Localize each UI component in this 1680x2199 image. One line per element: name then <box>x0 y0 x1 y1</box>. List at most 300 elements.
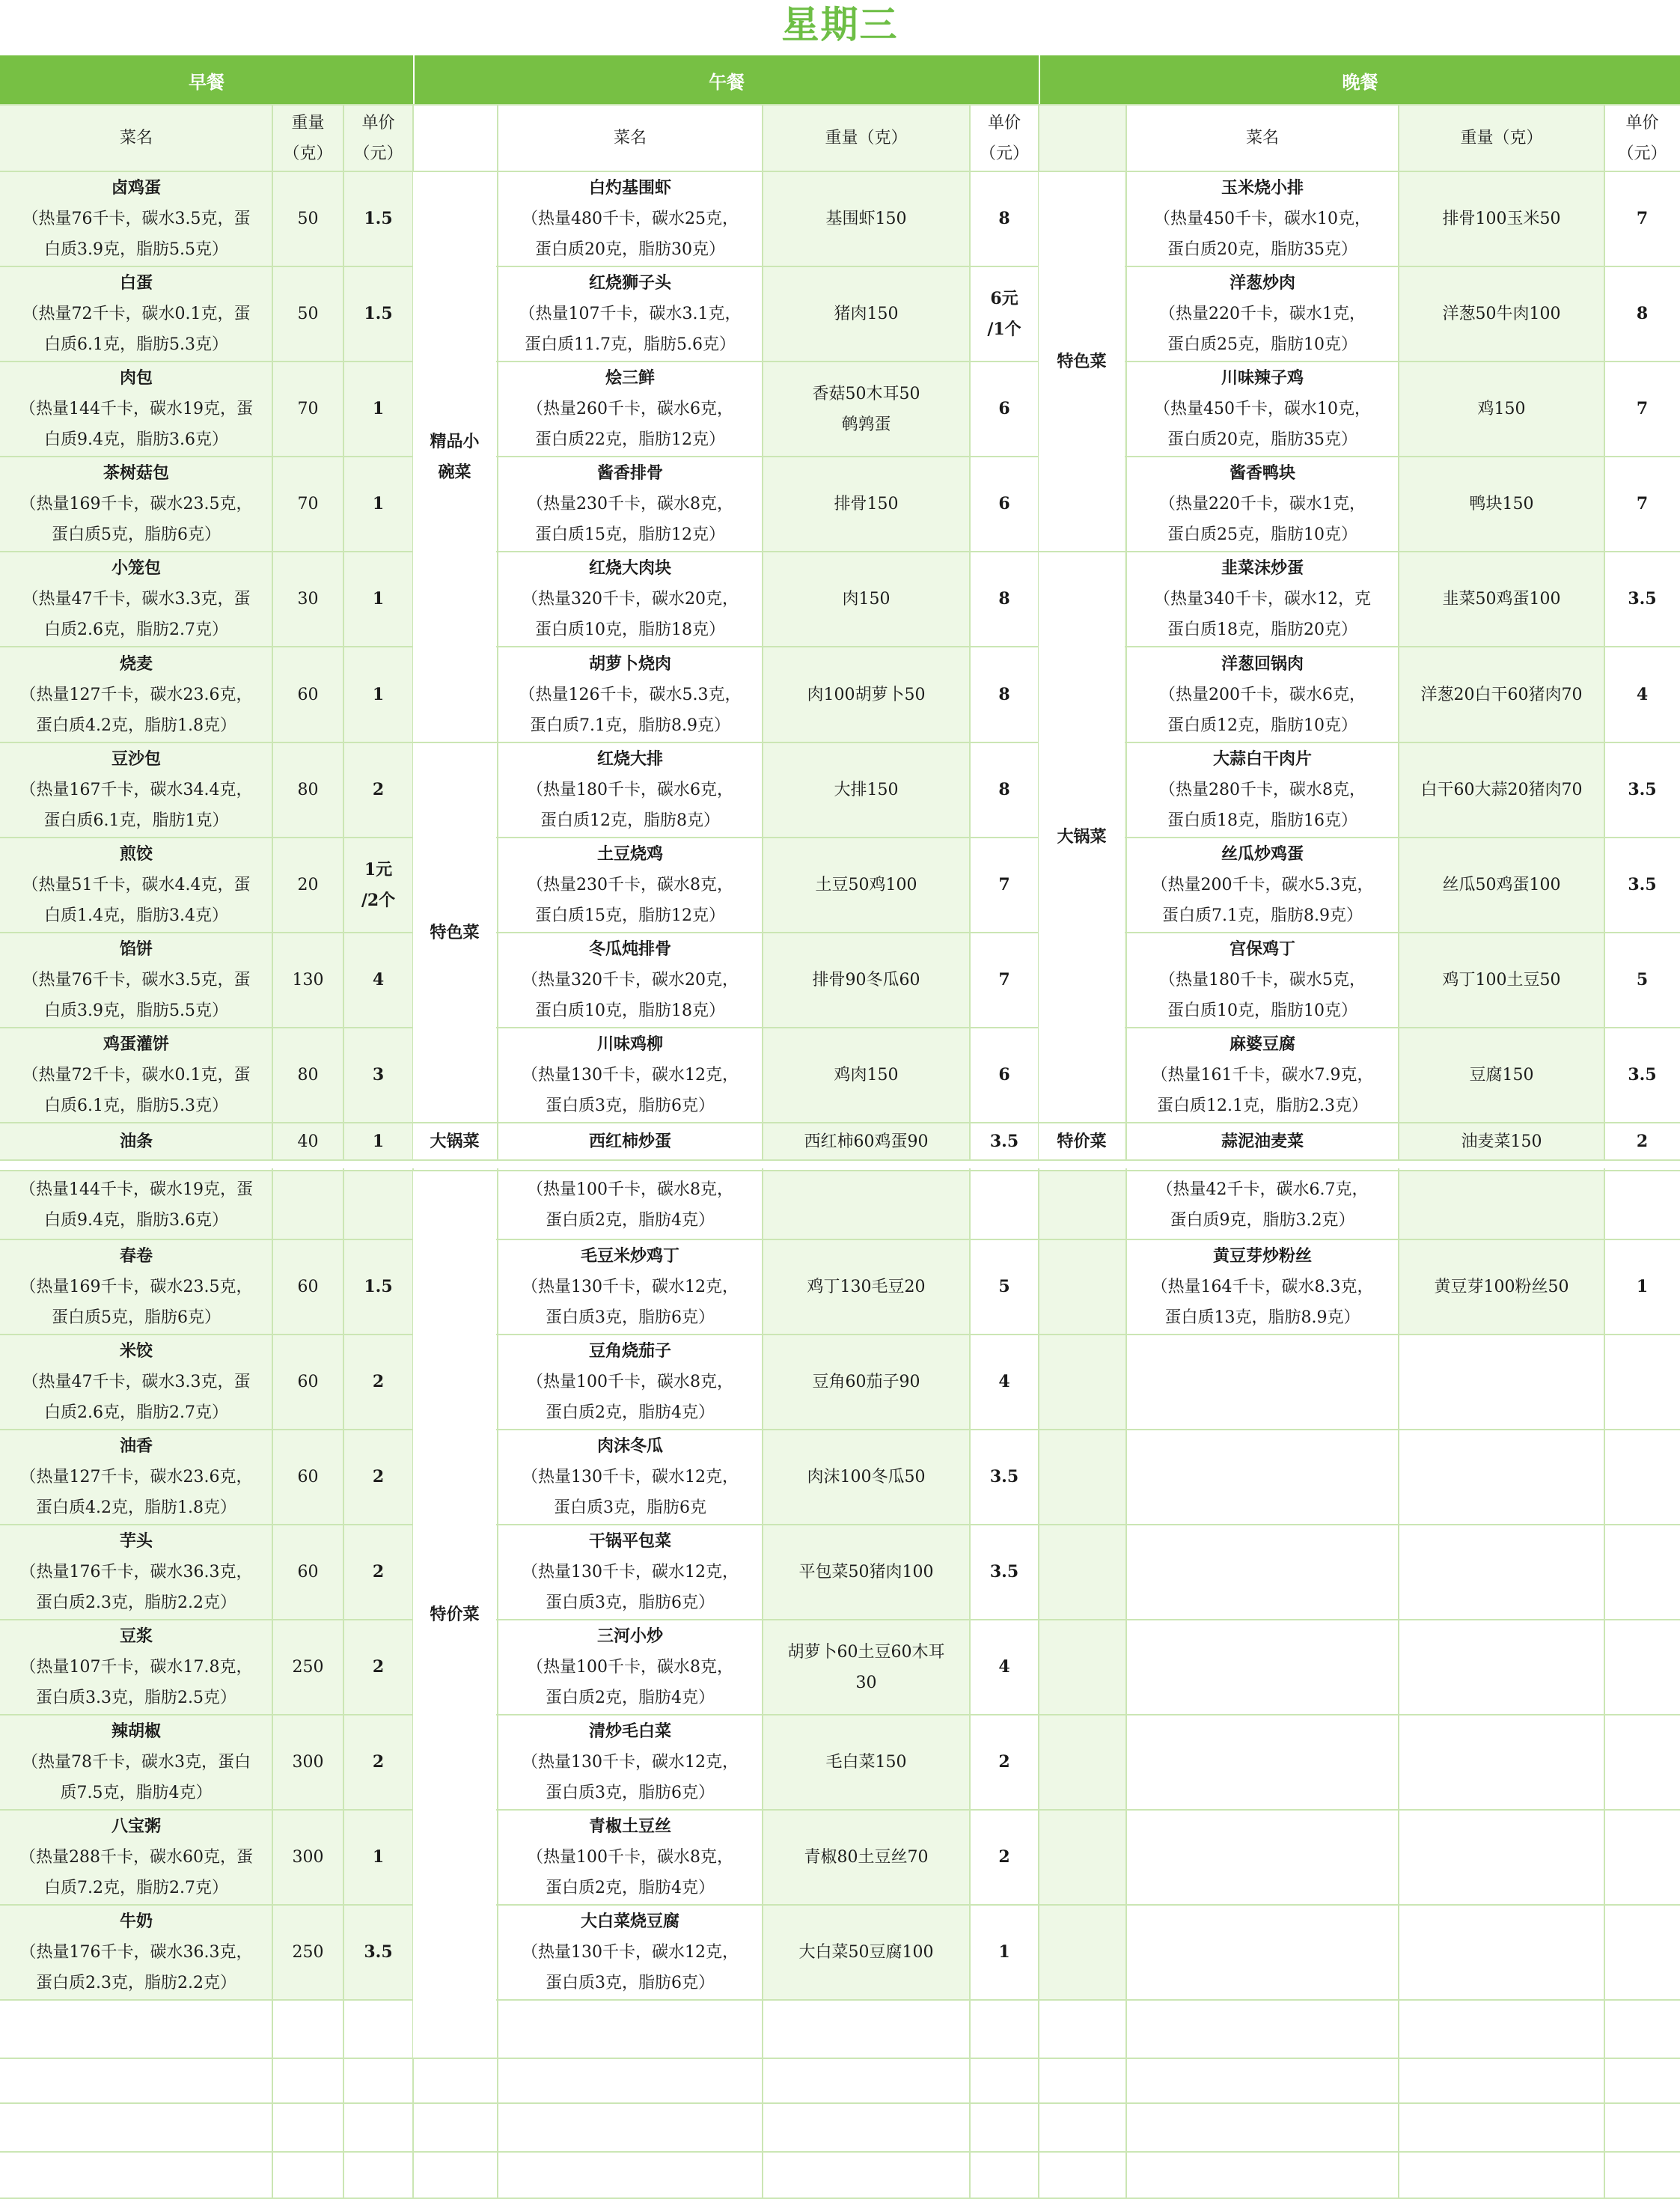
price-cell <box>343 457 413 552</box>
dish-info: （热量230千卡，碳水8克， <box>527 495 733 513</box>
weight-cell <box>763 742 970 838</box>
weight-value: 80 <box>297 781 319 799</box>
price-value: 3.5 <box>364 1942 393 1962</box>
weight-value: 韭菜50鸡蛋100 <box>1442 590 1561 609</box>
weight-value: 70 <box>297 495 319 513</box>
dish-name: 干锅平包菜 <box>588 1531 671 1551</box>
price-cell <box>970 1335 1039 1430</box>
dish-info: （热量51千卡，碳水4.4克，蛋 <box>22 876 251 894</box>
weight-value: 30 <box>297 590 319 609</box>
dish-name: 春卷 <box>119 1246 153 1266</box>
weight-value: 排骨100玉米50 <box>1442 210 1561 228</box>
price-cell <box>1604 838 1680 933</box>
price-cell <box>970 742 1039 838</box>
col-label: 重量 <box>291 113 325 132</box>
price-value: 2 <box>372 1752 385 1772</box>
weight-value: 300 <box>292 1753 324 1772</box>
dish-info: （热量72千卡，碳水0.1克，蛋 <box>22 1066 251 1085</box>
dish-info: 蛋白质18克，脂肪20克） <box>1167 620 1357 639</box>
price-cell <box>970 1123 1039 1160</box>
lunch-col-dish <box>498 105 763 171</box>
dish-info: （热量130千卡，碳水12克， <box>522 1943 739 1962</box>
weight-value: 鸡丁130毛豆20 <box>807 1278 926 1296</box>
dish-cell <box>498 1430 763 1525</box>
weight-cell <box>272 266 343 362</box>
dish-name: 烩三鲜 <box>605 368 655 388</box>
dish-info: （热量169千卡，碳水23.5克， <box>19 495 253 513</box>
category-label: 大锅菜 <box>430 1131 480 1151</box>
dish-name: 煎饺 <box>119 844 153 864</box>
dish-cell <box>1126 171 1399 266</box>
price-value: 1 <box>372 494 385 513</box>
category-label: 大锅菜 <box>1057 827 1107 847</box>
dish-cell <box>498 362 763 457</box>
weight-cell <box>1399 266 1604 362</box>
dish-info: 蛋白质12克，脂肪8克） <box>540 811 720 830</box>
dish-info: 蛋白质20克，脂肪30克） <box>535 240 725 259</box>
price-value: 6 <box>998 1065 1010 1085</box>
dish-info: 蛋白质7.1克，脂肪8.9克） <box>530 716 730 735</box>
weight-value: 60 <box>297 1373 319 1391</box>
weight-value: 鹌鹑蛋 <box>841 415 891 434</box>
dish-name: 丝瓜炒鸡蛋 <box>1221 844 1304 864</box>
dish-cell <box>0 1123 272 1160</box>
breakfast-col-price <box>343 105 413 171</box>
price-cell <box>970 457 1039 552</box>
price-value: /2个 <box>361 890 396 910</box>
weight-value: 香菇50木耳50 <box>812 384 920 403</box>
weight-cell <box>763 1905 970 2000</box>
dish-cell <box>498 1028 763 1123</box>
col-label: 单价 <box>987 113 1021 132</box>
dish-info: （热量340千卡，碳水12，克 <box>1154 590 1371 609</box>
header-breakfast: 早餐 <box>0 55 413 105</box>
dish-info: 白质6.1克，脂肪5.3克） <box>44 335 228 354</box>
dish-name: 韭菜沫炒蛋 <box>1221 558 1304 578</box>
weight-cell <box>763 1525 970 1620</box>
weight-cell <box>763 933 970 1028</box>
dish-info: （热量144千卡，碳水19克，蛋 <box>19 1180 253 1199</box>
dish-name: 青椒土豆丝 <box>588 1817 671 1836</box>
col-label: 菜名 <box>119 129 153 147</box>
price-value: 6 <box>998 399 1010 418</box>
dish-name: 西红柿炒蛋 <box>588 1131 671 1151</box>
dish-cell <box>498 171 763 266</box>
dish-cell <box>498 457 763 552</box>
dish-info: （热量167千卡，碳水34.4克， <box>19 781 253 799</box>
dish-name: 洋葱回锅肉 <box>1221 653 1304 674</box>
price-cell <box>343 362 413 457</box>
weight-cell <box>272 647 343 742</box>
price-cell <box>1604 742 1680 838</box>
price-cell <box>1604 647 1680 742</box>
price-cell <box>343 742 413 838</box>
weight-cell <box>1399 1239 1604 1335</box>
dish-info: 蛋白质2克，脂肪4克） <box>546 1211 715 1230</box>
price-cell <box>970 933 1039 1028</box>
dish-info: （热量200千卡，碳水6克， <box>1159 685 1366 704</box>
dish-info: 蛋白质4.2克，脂肪1.8克） <box>36 1498 236 1517</box>
dish-name: 肉包 <box>119 368 153 388</box>
dish-info: 白质2.6克，脂肪2.7克） <box>44 1403 228 1422</box>
price-value: 1 <box>372 1131 385 1151</box>
dish-info: （热量126千卡，碳水5.3克， <box>519 685 742 704</box>
category-cell <box>1039 1123 1125 1159</box>
dish-info: 蛋白质20克，脂肪35克） <box>1167 240 1357 259</box>
col-label: （元） <box>979 144 1029 163</box>
price-value: 4 <box>1636 684 1649 704</box>
dish-name: 油条 <box>119 1131 153 1151</box>
dish-info: 蛋白质5克，脂肪6克） <box>52 1308 221 1327</box>
dish-cell <box>498 552 763 647</box>
weight-value: 肉沫100冬瓜50 <box>807 1468 926 1486</box>
price-cell <box>343 1123 413 1160</box>
weight-cell <box>272 1620 343 1715</box>
weight-value: 黄豆芽100粉丝50 <box>1434 1278 1569 1296</box>
price-cell <box>970 1525 1039 1620</box>
price-value: 3.5 <box>989 1131 1019 1151</box>
dish-info: （热量78千卡，碳水3克，蛋白 <box>22 1753 251 1772</box>
dish-cell <box>0 266 272 362</box>
weight-cell <box>763 266 970 362</box>
weight-value: 猪肉150 <box>834 305 899 323</box>
price-value: 7 <box>998 970 1010 989</box>
dish-info: （热量100千卡，碳水8克， <box>527 1373 733 1391</box>
weight-value: 250 <box>292 1658 324 1677</box>
price-value: 1 <box>372 684 385 704</box>
alt-shade <box>1039 1171 1126 2000</box>
dish-info: 蛋白质22克，脂肪12克） <box>535 430 725 449</box>
dish-cell <box>0 1715 272 1810</box>
dish-cell <box>0 1525 272 1620</box>
dish-info: 蛋白质2.3克，脂肪2.2克） <box>36 1593 236 1612</box>
weight-value: 西红柿60鸡蛋90 <box>804 1132 929 1151</box>
dish-cell <box>498 1239 763 1335</box>
dish-info: （热量130千卡，碳水12克， <box>522 1753 739 1772</box>
price-cell <box>1604 457 1680 552</box>
dish-cell <box>1126 552 1399 647</box>
price-value: 2 <box>372 1562 385 1582</box>
weight-cell <box>1399 457 1604 552</box>
dish-cell <box>498 647 763 742</box>
dish-name: 卤鸡蛋 <box>111 178 161 198</box>
weight-cell <box>272 1028 343 1123</box>
price-value: 3.5 <box>1628 875 1657 894</box>
dish-name: 馅饼 <box>119 939 153 959</box>
dish-info: 蛋白质3克，脂肪6克） <box>546 1593 715 1612</box>
dish-info: 蛋白质2.3克，脂肪2.2克） <box>36 1974 236 1992</box>
dish-name: 白灼基围虾 <box>588 178 671 198</box>
weight-value: 大白菜50豆腐100 <box>798 1943 934 1962</box>
weight-value: 肉150 <box>842 590 891 609</box>
dish-cell <box>498 933 763 1028</box>
dish-info: （热量200千卡，碳水5.3克， <box>1151 876 1374 894</box>
weight-cell <box>763 1715 970 1810</box>
dish-name: 豆角烧茄子 <box>588 1341 671 1361</box>
price-cell <box>970 171 1039 266</box>
dish-info: （热量176千卡，碳水36.3克， <box>19 1943 253 1962</box>
price-cell <box>970 647 1039 742</box>
weight-value: 40 <box>297 1132 319 1151</box>
price-value: 1.5 <box>364 1277 393 1296</box>
weight-cell <box>272 552 343 647</box>
price-value: 3.5 <box>1628 589 1657 609</box>
dish-info: 蛋白质2克，脂肪4克） <box>546 1879 715 1897</box>
col-label: 菜名 <box>613 129 647 147</box>
dish-info: 蛋白质3克，脂肪6克） <box>546 1308 715 1327</box>
row-divider <box>0 2058 1680 2059</box>
weight-cell <box>272 362 343 457</box>
price-cell <box>343 647 413 742</box>
weight-cell <box>763 1810 970 1905</box>
dish-cell <box>0 362 272 457</box>
dish-cell <box>498 1335 763 1430</box>
dish-info: 白质9.4克，脂肪3.6克） <box>44 1211 228 1230</box>
price-value: 6元 <box>990 288 1018 308</box>
weight-value: 250 <box>292 1943 324 1962</box>
dish-info: 蛋白质10克，脂肪18克） <box>535 620 725 639</box>
price-cell <box>343 1715 413 1810</box>
weight-cell <box>1399 742 1604 838</box>
dish-info: 白质3.9克，脂肪5.5克） <box>44 240 228 259</box>
price-cell <box>343 1620 413 1715</box>
price-value: 8 <box>998 780 1010 799</box>
lunch-col-weight <box>763 105 970 171</box>
price-value: 1 <box>998 1942 1010 1962</box>
price-cell <box>343 552 413 647</box>
dish-cell <box>498 1525 763 1620</box>
weight-value: 肉100胡萝卜50 <box>807 685 926 704</box>
dish-name: 玉米烧小排 <box>1221 178 1304 198</box>
category-label: 特色菜 <box>430 922 480 942</box>
weight-cell <box>763 1335 970 1430</box>
price-cell <box>970 838 1039 933</box>
dish-info: 蛋白质10克，脂肪18克） <box>535 1001 725 1020</box>
col-label: 重量（克） <box>1460 129 1543 147</box>
dish-info: （热量72千卡，碳水0.1克，蛋 <box>22 305 251 323</box>
dish-cell <box>0 1028 272 1123</box>
dish-info: （热量164千卡，碳水8.3克， <box>1151 1278 1374 1296</box>
dish-cell <box>0 1171 272 1239</box>
weight-cell <box>272 1810 343 1905</box>
dish-info: 蛋白质3.3克，脂肪2.5克） <box>36 1689 236 1707</box>
price-value: 1.5 <box>364 304 393 323</box>
dish-name: 肉沫冬瓜 <box>596 1436 663 1456</box>
weight-value: 洋葱50牛肉100 <box>1442 305 1561 323</box>
dish-name: 辣胡椒 <box>111 1721 161 1741</box>
dish-info: 蛋白质4.2克，脂肪1.8克） <box>36 716 236 735</box>
dish-cell <box>498 742 763 838</box>
weight-value: 豆腐150 <box>1469 1066 1534 1085</box>
row-divider <box>0 2102 1680 2104</box>
dish-info: 蛋白质25克，脂肪10克） <box>1167 335 1357 354</box>
weight-value: 平包菜50猪肉100 <box>798 1563 934 1582</box>
price-cell <box>1604 1123 1680 1160</box>
dish-info: 白质6.1克，脂肪5.3克） <box>44 1097 228 1115</box>
dish-info: 白质2.6克，脂肪2.7克） <box>44 620 228 639</box>
weight-cell <box>272 1715 343 1810</box>
dish-info: 蛋白质11.7克，脂肪5.6克） <box>525 335 736 354</box>
price-cell <box>1604 1028 1680 1123</box>
dish-name: 三河小炒 <box>596 1626 663 1646</box>
dish-name: 宫保鸡丁 <box>1229 939 1295 959</box>
dish-name: 红烧大肉块 <box>588 558 671 578</box>
dish-info: 蛋白质7.1克，脂肪8.9克） <box>1162 906 1363 925</box>
dish-info: （热量107千卡，碳水17.8克， <box>19 1658 253 1677</box>
dish-info: 蛋白质20克，脂肪35克） <box>1167 430 1357 449</box>
price-value: 2 <box>372 780 385 799</box>
weight-cell <box>1399 362 1604 457</box>
price-cell <box>970 1028 1039 1123</box>
category-label: 特色菜 <box>1057 351 1107 371</box>
dish-info: 蛋白质18克，脂肪16克） <box>1167 811 1357 830</box>
price-value: 7 <box>998 875 1010 894</box>
dish-name: 豆浆 <box>119 1626 153 1646</box>
dish-name: 麻婆豆腐 <box>1229 1034 1295 1054</box>
weight-cell <box>1399 552 1604 647</box>
dish-info: 蛋白质25克，脂肪10克） <box>1167 525 1357 544</box>
dish-name: 小笼包 <box>111 558 161 578</box>
dish-info: （热量76千卡，碳水3.5克，蛋 <box>22 210 251 228</box>
dish-cell <box>0 1335 272 1430</box>
price-value: 8 <box>998 209 1010 228</box>
price-value: 1.5 <box>364 209 393 228</box>
section-gap <box>0 1161 1680 1168</box>
dish-cell <box>0 171 272 266</box>
weight-value: 鸡150 <box>1477 400 1526 418</box>
dish-info: （热量480千卡，碳水25克， <box>522 210 739 228</box>
dish-info: （热量180千卡，碳水6克， <box>527 781 733 799</box>
price-value: 5 <box>998 1277 1010 1296</box>
weight-cell <box>272 457 343 552</box>
weight-cell <box>763 457 970 552</box>
weight-value: 300 <box>292 1848 324 1867</box>
weight-cell <box>272 933 343 1028</box>
dish-cell <box>1126 457 1399 552</box>
dish-info: 蛋白质13克，脂肪8.9克） <box>1164 1308 1360 1327</box>
dish-cell <box>1126 1239 1399 1335</box>
category-cell <box>413 172 496 742</box>
price-cell <box>1604 362 1680 457</box>
dish-info: （热量169千卡，碳水23.5克， <box>19 1278 253 1296</box>
category-cell <box>413 1171 496 2058</box>
dish-info: （热量260千卡，碳水6克， <box>527 400 733 418</box>
dish-name: 黄豆芽炒粉丝 <box>1212 1246 1312 1266</box>
page-title: 星期三 <box>781 3 899 46</box>
dish-info: （热量127千卡，碳水23.6克， <box>19 685 253 704</box>
category-cell <box>1039 552 1125 1122</box>
col-label: （元） <box>353 144 403 163</box>
dinner-col-dish <box>1126 105 1399 171</box>
dish-name: 鸡蛋灌饼 <box>103 1034 169 1054</box>
price-value: 7 <box>1636 399 1649 418</box>
price-value: 4 <box>372 970 385 989</box>
price-value: 7 <box>1636 209 1649 228</box>
col-label: （元） <box>1617 144 1667 163</box>
dish-cell <box>0 1810 272 1905</box>
dish-info: 蛋白质3克，脂肪6克） <box>546 1097 715 1115</box>
weight-value: 土豆50鸡100 <box>815 876 917 894</box>
weight-cell <box>763 362 970 457</box>
dish-cell <box>498 1715 763 1810</box>
dish-name: 清炒毛白菜 <box>588 1721 671 1741</box>
price-value: 4 <box>998 1372 1010 1391</box>
weight-cell <box>1399 1123 1604 1160</box>
price-value: 3.5 <box>1628 1065 1657 1085</box>
weight-value: 60 <box>297 685 319 704</box>
dish-cell <box>1126 266 1399 362</box>
category-cell <box>413 743 496 1122</box>
dish-info: （热量47千卡，碳水3.3克，蛋 <box>22 1373 251 1391</box>
dish-name: 牛奶 <box>119 1912 153 1931</box>
price-value: 5 <box>1636 970 1649 989</box>
dinner-col-price <box>1604 105 1680 171</box>
dish-cell <box>1126 1171 1399 1239</box>
price-cell <box>343 1810 413 1905</box>
price-cell <box>970 1905 1039 2000</box>
weight-value: 50 <box>297 305 319 323</box>
weight-value: 青椒80土豆丝70 <box>804 1848 929 1867</box>
weight-cell <box>272 171 343 266</box>
price-value: 8 <box>998 684 1010 704</box>
dish-info: 蛋白质3克，脂肪6克） <box>546 1784 715 1802</box>
weight-cell <box>763 1620 970 1715</box>
price-value: 8 <box>998 589 1010 609</box>
dish-cell <box>0 1239 272 1335</box>
weight-cell <box>763 552 970 647</box>
dish-info: （热量47千卡，碳水3.3克，蛋 <box>22 590 251 609</box>
dish-info: （热量130千卡，碳水12克， <box>522 1066 739 1085</box>
weight-value: 基围虾150 <box>825 210 907 228</box>
price-cell <box>1604 552 1680 647</box>
breakfast-col-weight <box>272 105 343 171</box>
dish-info: （热量130千卡，碳水12克， <box>522 1468 739 1486</box>
weight-value: 毛白菜150 <box>825 1753 907 1772</box>
dish-info: （热量280千卡，碳水8克， <box>1159 781 1366 799</box>
header-dinner: 晚餐 <box>1040 55 1680 105</box>
dish-cell <box>0 457 272 552</box>
dish-info: 白质9.4克，脂肪3.6克） <box>44 430 228 449</box>
price-cell <box>1604 266 1680 362</box>
dish-cell <box>1126 933 1399 1028</box>
dish-info: 蛋白质2克，脂肪4克） <box>546 1689 715 1707</box>
weight-value: 70 <box>297 400 319 418</box>
dish-cell <box>1126 838 1399 933</box>
price-value: 1元 <box>364 859 393 879</box>
price-value: 6 <box>998 494 1010 513</box>
dish-cell <box>498 1123 763 1160</box>
dish-info: 蛋白质10克，脂肪10克） <box>1167 1001 1357 1020</box>
price-cell <box>343 1525 413 1620</box>
dish-name: 川味鸡柳 <box>596 1034 663 1054</box>
dish-info: （热量130千卡，碳水12克， <box>522 1278 739 1296</box>
dish-info: （热量230千卡，碳水8克， <box>527 876 733 894</box>
dish-cell <box>0 1620 272 1715</box>
dish-name: 红烧大排 <box>596 749 663 769</box>
dish-info: 蛋白质15克，脂肪12克） <box>535 525 725 544</box>
dish-info: 蛋白质15克，脂肪12克） <box>535 906 725 925</box>
price-cell <box>343 266 413 362</box>
dish-cell <box>0 1430 272 1525</box>
weight-cell <box>1399 933 1604 1028</box>
lunch-col-price <box>970 105 1039 171</box>
weight-value: 鸡肉150 <box>834 1066 899 1085</box>
dish-info: （热量161千卡，碳水7.9克， <box>1151 1066 1374 1085</box>
weight-cell <box>272 1430 343 1525</box>
dish-info: 蛋白质3克，脂肪6克 <box>554 1498 706 1517</box>
weight-cell <box>1399 647 1604 742</box>
weight-cell <box>763 1239 970 1335</box>
